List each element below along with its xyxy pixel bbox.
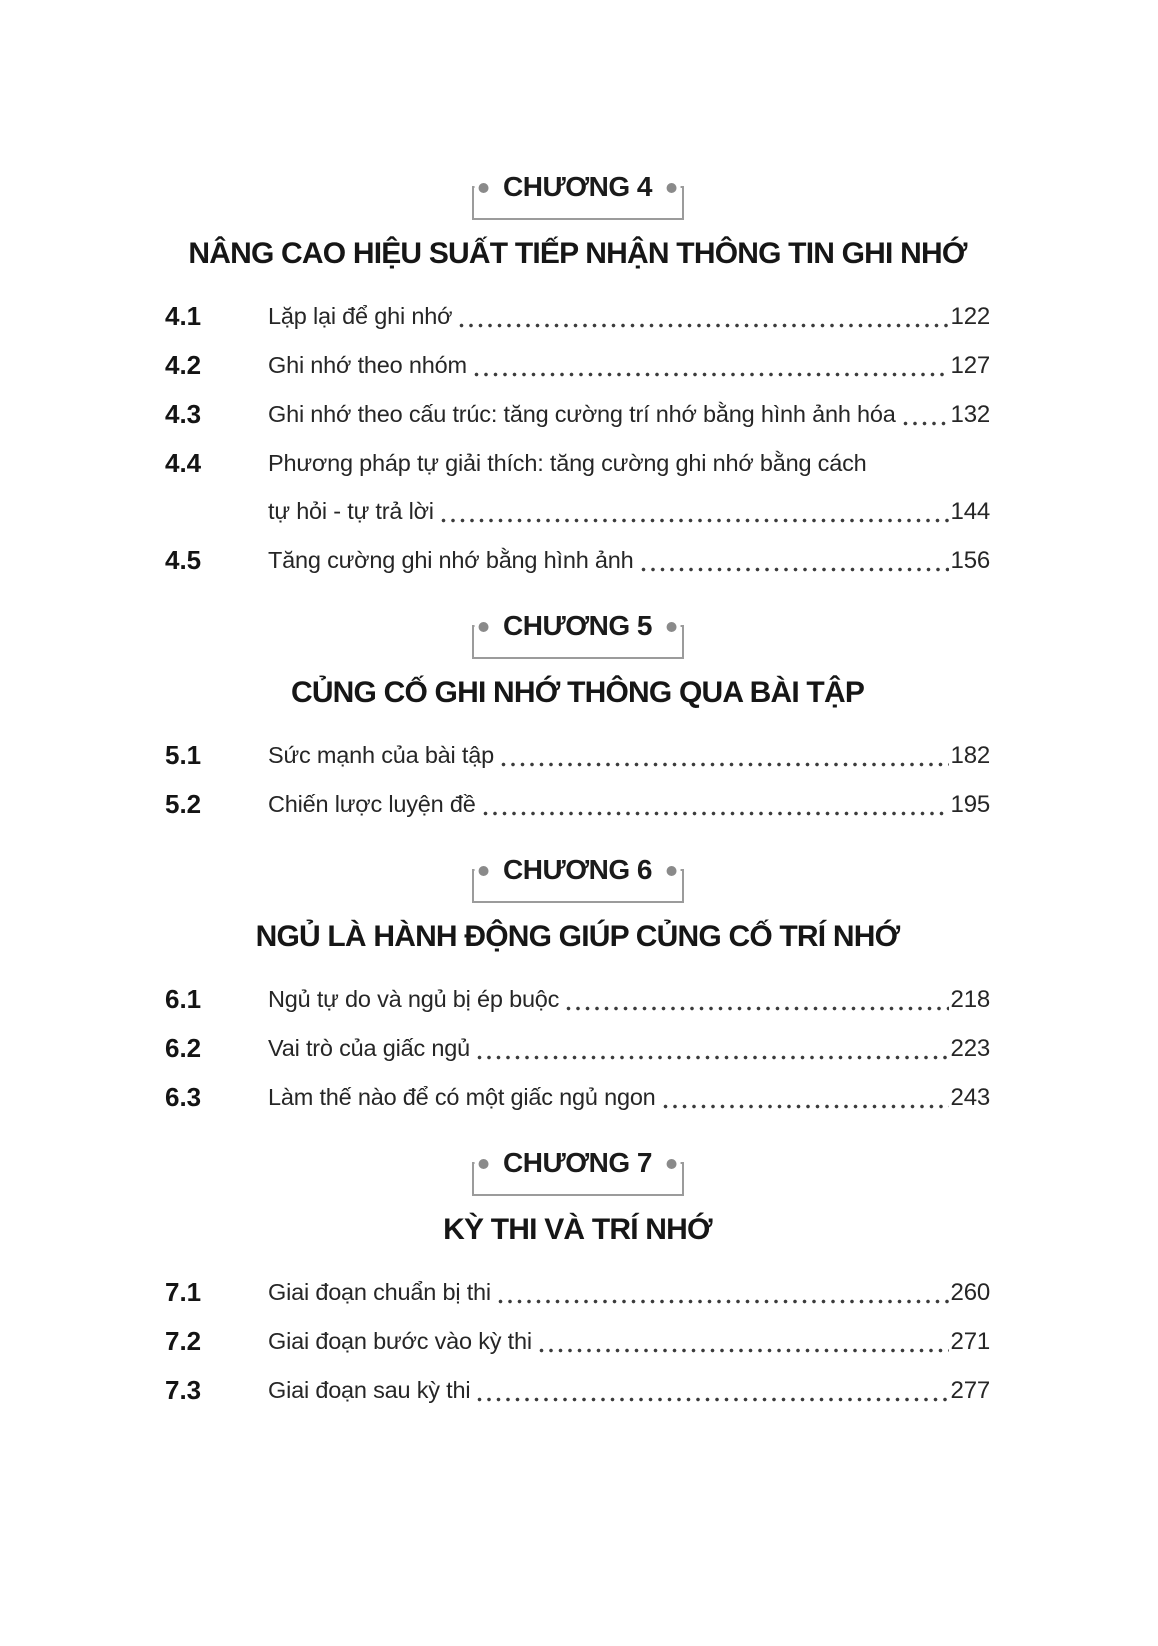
dot-leader <box>477 1055 949 1060</box>
entry-body <box>268 1325 990 1358</box>
chapter-title: CỦNG CỐ GHI NHỚ THÔNG QUA BÀI TẬP <box>290 676 865 709</box>
toc-entry <box>165 739 990 772</box>
entry-page-number: 156 <box>950 547 990 574</box>
chapter-badge-label-row <box>474 1147 681 1179</box>
toc-entry <box>165 1374 990 1407</box>
chapter-section <box>165 1144 990 1407</box>
entry-number: 7.1 <box>165 1277 202 1307</box>
entry-number: 5.2 <box>165 789 202 819</box>
entry-line <box>268 495 990 528</box>
entry-number: 6.3 <box>165 1082 202 1112</box>
entry-body <box>268 447 990 528</box>
entry-number: 5.1 <box>165 740 202 770</box>
entry-number: 4.3 <box>165 399 202 429</box>
toc-entry <box>165 544 990 577</box>
chapter-badge-box <box>472 1147 684 1196</box>
toc-entry <box>165 1276 990 1309</box>
badge-dot-right-icon <box>667 183 677 193</box>
dot-leader <box>498 1299 949 1304</box>
chapter-badge-label-row <box>474 854 681 886</box>
entry-number: 4.5 <box>165 545 202 575</box>
toc-entry <box>165 300 990 333</box>
entry-page-number: 182 <box>950 742 990 769</box>
entry-text: Làm thế nào để có một giấc ngủ ngon <box>268 1084 656 1110</box>
entry-line <box>268 1276 990 1309</box>
dot-leader <box>501 762 949 767</box>
entry-line <box>268 1325 990 1358</box>
toc-entry <box>165 1081 990 1114</box>
chapter-badge <box>165 1144 990 1196</box>
entry-number: 6.2 <box>165 1033 202 1063</box>
toc-entry <box>165 788 990 821</box>
chapter-badge-box <box>472 854 684 903</box>
entry-number: 7.2 <box>165 1326 202 1356</box>
toc-entry <box>165 349 990 382</box>
entry-text: Giai đoạn sau kỳ thi <box>268 1377 471 1403</box>
entry-line <box>268 300 990 333</box>
entry-number: 7.3 <box>165 1375 202 1405</box>
toc-entry <box>165 398 990 431</box>
toc-entry <box>165 1032 990 1065</box>
entry-number: 4.1 <box>165 301 202 331</box>
entry-body <box>268 1276 990 1309</box>
entry-body <box>268 398 990 431</box>
chapter-badge <box>165 851 990 903</box>
toc-entry <box>165 1325 990 1358</box>
dot-leader <box>459 323 948 328</box>
entry-text: Chiến lược luyện đề <box>268 791 476 817</box>
dot-leader <box>903 421 949 426</box>
entry-text: Giai đoạn chuẩn bị thi <box>268 1279 491 1305</box>
badge-dot-right-icon <box>667 1159 677 1169</box>
chapter-badge <box>165 168 990 220</box>
entry-line <box>268 788 990 821</box>
chapter-entries <box>165 1276 990 1407</box>
chapter-badge-label-row <box>474 610 681 642</box>
entry-page-number: 195 <box>950 791 990 818</box>
entry-page-number: 218 <box>950 986 990 1013</box>
entry-body <box>268 983 990 1016</box>
entry-line <box>268 349 990 382</box>
entry-text: Giai đoạn bước vào kỳ thi <box>268 1328 532 1354</box>
entry-page-number: 271 <box>950 1328 990 1355</box>
chapter-badge-box <box>472 171 684 220</box>
dot-leader <box>477 1397 948 1402</box>
badge-dot-left-icon <box>478 1159 488 1169</box>
entry-text: Ghi nhớ theo cấu trúc: tăng cường trí nhớ bằng hình ảnh hóa <box>268 401 896 427</box>
entry-page-number: 127 <box>950 352 990 379</box>
entry-text: tự hỏi - tự trả lời <box>268 498 434 524</box>
chapter-section <box>165 607 990 821</box>
badge-dot-right-icon <box>667 622 677 632</box>
entry-line <box>268 1081 990 1114</box>
entry-text: Ngủ tự do và ngủ bị ép buộc <box>268 986 560 1012</box>
badge-dot-right-icon <box>667 866 677 876</box>
entry-text: Sức mạnh của bài tập <box>268 742 494 768</box>
entry-line <box>268 1374 990 1407</box>
entry-line <box>268 983 990 1016</box>
entry-number: 6.1 <box>165 984 202 1014</box>
entry-body <box>268 1032 990 1065</box>
toc-entry <box>165 447 990 528</box>
entry-text: Tăng cường ghi nhớ bằng hình ảnh <box>268 547 634 573</box>
toc-entry <box>165 983 990 1016</box>
entry-page-number: 122 <box>950 303 990 330</box>
entry-text: Phương pháp tự giải thích: tăng cường ghi nhớ bằng cách <box>268 450 867 476</box>
dot-leader <box>539 1348 949 1353</box>
dot-leader <box>663 1104 949 1109</box>
entry-body <box>268 1374 990 1407</box>
chapter-entries <box>165 983 990 1114</box>
entry-number: 4.2 <box>165 350 202 380</box>
entry-body <box>268 544 990 577</box>
table-of-contents <box>165 168 990 1407</box>
badge-dot-left-icon <box>478 183 488 193</box>
entry-line <box>268 1032 990 1065</box>
entry-body <box>268 300 990 333</box>
entry-line <box>268 398 990 431</box>
chapter-title: NGỦ LÀ HÀNH ĐỘNG GIÚP CỦNG CỐ TRÍ NHỚ <box>255 920 900 953</box>
entry-number: 4.4 <box>165 448 202 478</box>
chapter-title: KỲ THI VÀ TRÍ NHỚ <box>443 1213 712 1246</box>
chapter-badge-box <box>472 610 684 659</box>
chapter-badge-label: CHƯƠNG 4 <box>503 171 652 202</box>
entry-text: Lặp lại để ghi nhớ <box>268 303 453 329</box>
entry-line <box>268 544 990 577</box>
entry-text: Vai trò của giấc ngủ <box>268 1035 470 1061</box>
entry-body <box>268 739 990 772</box>
chapter-badge-label: CHƯƠNG 7 <box>503 1147 652 1178</box>
dot-leader <box>474 372 949 377</box>
badge-dot-left-icon <box>478 866 488 876</box>
entry-line <box>268 447 990 479</box>
chapter-entries <box>165 300 990 577</box>
entry-body <box>268 788 990 821</box>
dot-leader <box>441 518 949 523</box>
badge-dot-left-icon <box>478 622 488 632</box>
chapter-title: NÂNG CAO HIỆU SUẤT TIẾP NHẬN THÔNG TIN GHI NHỚ <box>188 237 967 270</box>
entry-page-number: 277 <box>950 1377 990 1404</box>
chapter-badge-label: CHƯƠNG 5 <box>503 610 652 641</box>
chapter-badge <box>165 607 990 659</box>
chapter-section <box>165 851 990 1114</box>
entry-body <box>268 349 990 382</box>
chapter-badge-label-row <box>474 171 681 203</box>
dot-leader <box>641 567 949 572</box>
entry-page-number: 243 <box>950 1084 990 1111</box>
chapter-badge-label: CHƯƠNG 6 <box>503 854 652 885</box>
entry-text: Ghi nhớ theo nhóm <box>268 352 467 378</box>
entry-body <box>268 1081 990 1114</box>
entry-page-number: 132 <box>950 401 990 428</box>
chapter-entries <box>165 739 990 821</box>
entry-page-number: 144 <box>950 498 990 525</box>
entry-page-number: 260 <box>950 1279 990 1306</box>
chapter-section <box>165 168 990 577</box>
entry-line <box>268 739 990 772</box>
entry-page-number: 223 <box>950 1035 990 1062</box>
dot-leader <box>483 811 949 816</box>
dot-leader <box>566 1006 948 1011</box>
